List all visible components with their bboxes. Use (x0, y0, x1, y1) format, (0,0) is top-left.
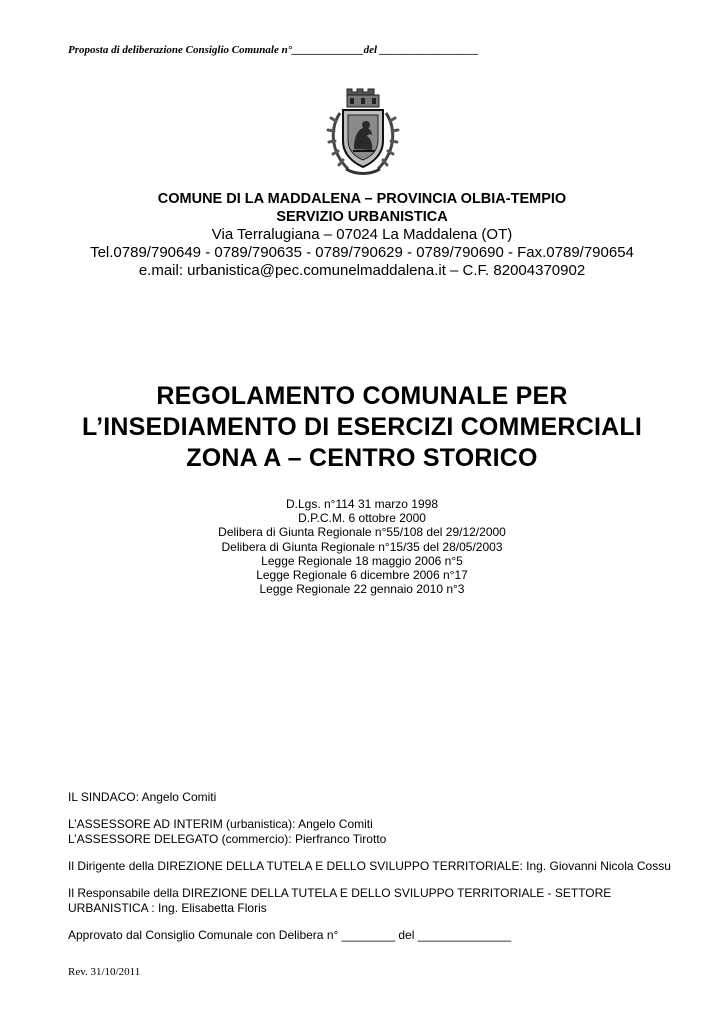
delegated-councillor-line: L’ASSESSORE DELEGATO (commercio): Pierfranco Tirotto (68, 832, 387, 846)
revision-note: Rev. 31/10/2011 (68, 966, 141, 978)
coat-of-arms-icon (326, 83, 400, 179)
director-line: Il Dirigente della DIREZIONE DELLA TUTELA E DELLO SVILUPPO TERRITORIALE: Ing. Giovanni Nicola Cossu (68, 859, 671, 873)
legal-reference: Legge Regionale 22 gennaio 2010 n°3 (259, 582, 465, 597)
document-title (0, 381, 724, 474)
interim-councillor-line: L’ASSESSORE AD INTERIM (urbanistica): Angelo Comiti (68, 817, 373, 831)
title-line-1: REGOLAMENTO COMUNALE PER (156, 382, 568, 410)
issuing-office-header (0, 190, 724, 280)
legal-reference: Delibera di Giunta Regionale n°15/35 del 28/05/2003 (221, 539, 503, 554)
legal-reference: Legge Regionale 18 maggio 2006 n°5 (261, 553, 463, 568)
title-line-3: ZONA A – CENTRO STORICO (186, 444, 538, 472)
signatories-section (68, 790, 678, 955)
office-email-tax-code: e.mail: urbanistica@pec.comunelmaddalena.it – C.F. 82004370902 (138, 262, 586, 279)
proposal-reference-note: Proposta di deliberazione Consiglio Comunale n°_____________del __________________ (68, 44, 479, 56)
legal-reference: D.Lgs. n°114 31 marzo 1998 (285, 497, 438, 511)
legal-reference: Legge Regionale 6 dicembre 2006 n°17 (256, 568, 468, 583)
manager-line-1: Il Responsabile della DIREZIONE DELLA TUTELA E DELLO SVILUPPO TERRITORIALE - SETTORE (68, 886, 612, 900)
legal-reference: Delibera di Giunta Regionale n°55/108 del 29/12/2000 (218, 525, 506, 540)
manager-line-2: URBANISTICA : Ing. Elisabetta Floris (68, 901, 267, 915)
title-line-2: L’INSEDIAMENTO DI ESERCIZI COMMERCIALI (82, 413, 642, 441)
office-phone-numbers: Tel.0789/790649 - 0789/790635 - 0789/790629 - 0789/790690 - Fax.0789/790654 (90, 244, 634, 261)
approval-line: Approvato dal Consiglio Comunale con Delibera n° ________ del ______________ (68, 928, 512, 942)
municipality-name: COMUNE DI LA MADDALENA – PROVINCIA OLBIA-TEMPIO (157, 191, 567, 207)
legal-references-list (0, 497, 724, 596)
office-address: Via Terralugiana – 07024 La Maddalena (OT) (211, 226, 513, 243)
department-name: SERVIZIO URBANISTICA (276, 209, 448, 225)
legal-reference: D.P.C.M. 6 ottobre 2000 (298, 511, 426, 526)
mayor-line: IL SINDACO: Angelo Comiti (68, 790, 217, 804)
